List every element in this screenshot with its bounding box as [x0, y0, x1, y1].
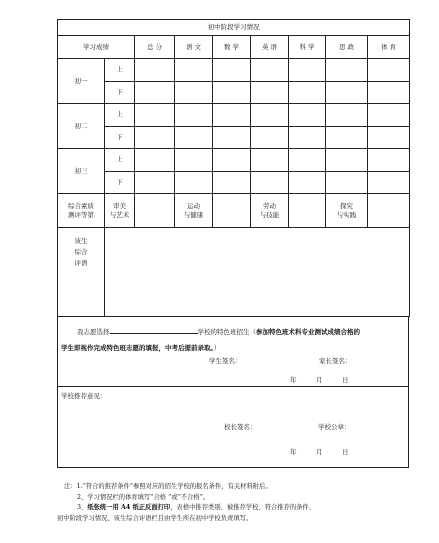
- score-label: 学习成绩: [58, 36, 135, 59]
- score-cell[interactable]: [251, 126, 289, 149]
- score-cell[interactable]: [175, 59, 213, 82]
- wish-section: [57, 317, 409, 387]
- score-cell[interactable]: [213, 104, 251, 127]
- score-cell[interactable]: [175, 104, 213, 127]
- term-half: 下: [105, 126, 135, 149]
- score-cell[interactable]: [251, 171, 289, 194]
- score-cell[interactable]: [368, 149, 410, 172]
- footnotes: [57, 482, 417, 525]
- study-record-table: [57, 19, 410, 317]
- comment-field[interactable]: [105, 228, 410, 317]
- grade-label: 初一: [58, 59, 105, 104]
- score-cell[interactable]: [251, 104, 289, 127]
- quality-value[interactable]: [213, 194, 251, 228]
- parent-signature[interactable]: 家长签名：: [319, 357, 352, 365]
- note-3: 3、纸张统一用 A4 纸正反面打印，表格中推荐类别、被推荐学校、符合推荐的条件、: [77, 504, 316, 512]
- grade-label: 初三: [58, 149, 105, 194]
- quality-label: 综合素质 测评等第: [58, 194, 105, 228]
- score-cell[interactable]: [289, 81, 326, 104]
- note-1: 注：1.“符合的推荐条件”参照对应的招生学校的报名条件，有关材料附后。: [64, 483, 272, 490]
- score-cell[interactable]: [289, 59, 326, 82]
- score-cell[interactable]: [213, 149, 251, 172]
- quality-value[interactable]: [368, 194, 410, 228]
- score-cell[interactable]: [135, 171, 175, 194]
- quality-value[interactable]: [135, 194, 175, 228]
- score-cell[interactable]: [289, 104, 326, 127]
- score-cell[interactable]: [326, 104, 368, 127]
- score-cell[interactable]: [135, 104, 175, 127]
- grade-label: 初二: [58, 104, 105, 149]
- score-cell[interactable]: [326, 126, 368, 149]
- score-cell[interactable]: [289, 171, 326, 194]
- school-seal[interactable]: 学校公章：: [318, 423, 351, 431]
- quality-item: 劳动 与技能: [251, 194, 289, 228]
- score-cell[interactable]: [175, 171, 213, 194]
- subject-header: 体 育: [368, 36, 410, 59]
- score-cell[interactable]: [368, 104, 410, 127]
- score-cell[interactable]: [175, 149, 213, 172]
- note-2: 2、学习情况栏的体育填写“合格 ”或“不合格”。: [77, 493, 210, 501]
- term-half: 上: [105, 104, 135, 127]
- quality-item: 审美 与艺术: [105, 194, 135, 228]
- term-half: 上: [105, 59, 135, 82]
- quality-value[interactable]: [289, 194, 326, 228]
- score-cell[interactable]: [251, 59, 289, 82]
- subject-header: 总 分: [135, 36, 175, 59]
- score-cell[interactable]: [368, 171, 410, 194]
- quality-item: 运动 与健康: [175, 194, 213, 228]
- recommend-label: 学校推荐意见：: [61, 392, 107, 400]
- subject-header: 科 学: [289, 36, 326, 59]
- wish-date: 年 月 日: [290, 376, 349, 384]
- term-half: 下: [105, 171, 135, 194]
- subject-header: 数 学: [213, 36, 251, 59]
- subject-header: 英 语: [251, 36, 289, 59]
- subject-header: 语 文: [175, 36, 213, 59]
- score-cell[interactable]: [213, 81, 251, 104]
- score-cell[interactable]: [175, 126, 213, 149]
- recommend-section: [57, 387, 409, 468]
- quality-item: 探究 与实践: [326, 194, 368, 228]
- wish-line-2: 学生即视作完成特色班志愿的填报，中考后提前录取。）: [61, 344, 221, 352]
- score-cell[interactable]: [213, 59, 251, 82]
- table-title: 初中阶段学习情况: [58, 20, 410, 36]
- score-cell[interactable]: [135, 149, 175, 172]
- score-cell[interactable]: [368, 59, 410, 82]
- school-name-blank[interactable]: [110, 326, 198, 334]
- score-cell[interactable]: [135, 59, 175, 82]
- subject-header: 思 政: [326, 36, 368, 59]
- wish-line: 我志愿选择 学校的特色班招生（参加特色班术科专业测试成绩合格的: [77, 328, 360, 336]
- score-cell[interactable]: [326, 171, 368, 194]
- principal-signature[interactable]: 校长签名：: [224, 423, 257, 431]
- recommend-date: 年 月 日: [290, 448, 349, 456]
- score-cell[interactable]: [368, 81, 410, 104]
- score-cell[interactable]: [368, 126, 410, 149]
- score-cell[interactable]: [326, 81, 368, 104]
- term-half: 上: [105, 149, 135, 172]
- score-cell[interactable]: [289, 149, 326, 172]
- score-cell[interactable]: [326, 59, 368, 82]
- score-cell[interactable]: [289, 126, 326, 149]
- score-cell[interactable]: [213, 171, 251, 194]
- score-cell[interactable]: [175, 81, 213, 104]
- score-cell[interactable]: [251, 81, 289, 104]
- application-form: [57, 19, 409, 468]
- score-cell[interactable]: [213, 126, 251, 149]
- term-half: 下: [105, 81, 135, 104]
- student-signature[interactable]: 学生签名：: [209, 357, 242, 365]
- score-cell[interactable]: [135, 81, 175, 104]
- score-cell[interactable]: [251, 149, 289, 172]
- note-4: 初中阶段学习情况、该生综合评语栏目由学生所在初中学校负责填写。: [57, 515, 253, 523]
- score-cell[interactable]: [135, 126, 175, 149]
- score-cell[interactable]: [326, 149, 368, 172]
- comment-label: 该生 综合 评语: [58, 228, 105, 317]
